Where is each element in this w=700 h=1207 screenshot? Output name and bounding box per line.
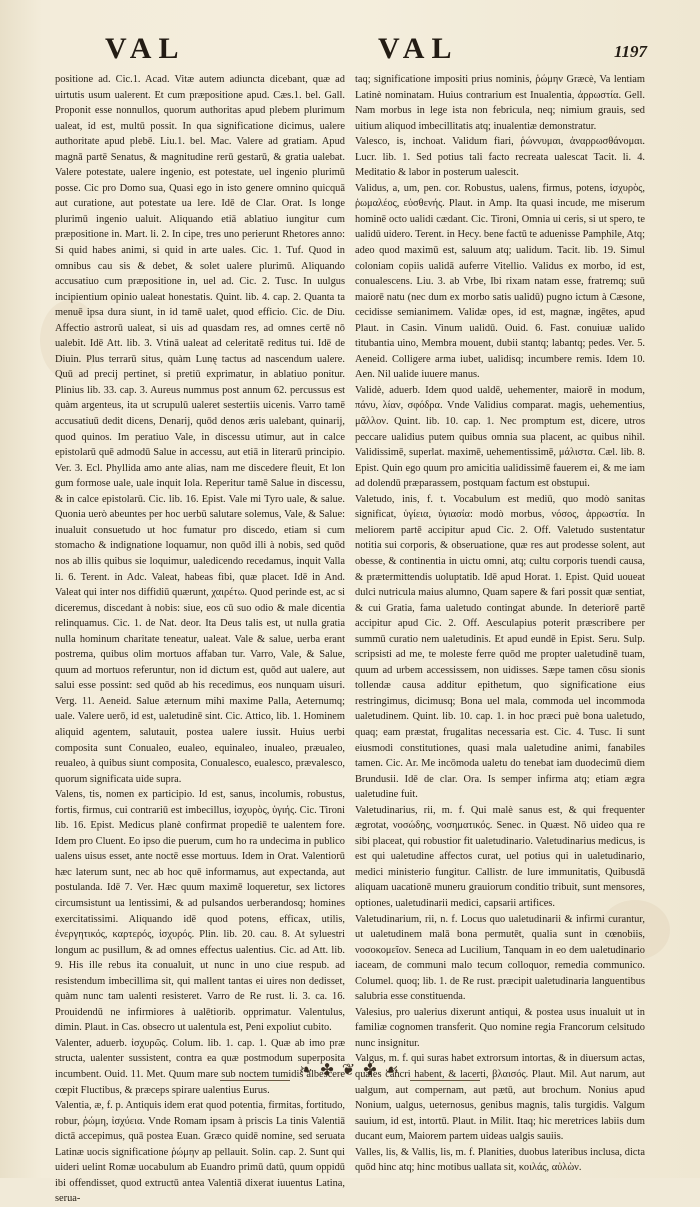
- entry-paragraph: Validè, aduerb. Idem quod ualdē, uehementer, maiorē in modum, πάνυ, λίαν, σφόδρα. Vnde Validius comparat. magis, uehementius, μᾶλλον. Quint. lib. 10. cap. 1. Nec promptum est, dicere, utros peccare ualidius putem quibus omnia sua placent, ac quibus nihil. Validissimē, superlat. maximē, uehementissimē, μάλιστα. Cæl. lib. 8. Epist. Quin ego quum pro amicitia ualidissimē fauerem ei, & me iam ad dolendū præparassem, postquam factum est obstupui.: [355, 384, 645, 490]
- ornament-glyphs: ❧ ✤ ❦ ✤ ☙: [299, 1062, 401, 1079]
- tailpiece-ornament: [220, 1060, 480, 1100]
- entry-paragraph: Valentia, æ, f. p. Antiquis idem erat quod potentia, firmitas, fortitudo, robur, ῥώμη, ἰσχύεια. Vnde Romam ipsam à priscis La tinis Valentiā dictā accepimus, quā postea Euan. Græco quidē nomine, sed seruata Latinæ uocis significatione ῥώμην ap pellauit. Solin. cap. 2. Sunt qui uideri uelint Romæ uocabulum ab Euandro primū datū, quum oppidū ibi offendisset, quod extructū antea Valentiā dixerat iuuentus Latina, serua-: [55, 1100, 345, 1205]
- entry-paragraph: positione ad. Cic.1. Acad. Vitæ autem adiuncta dicebant, quæ ad uirtutis usum ualerent. Et cum præpositione apud. Cæs.1. bel. Gall. Proponit esse nonnullos, quorum authoritas apud plebem plurimum ualeat, id est, multū possit. In qua significatione dicimus, ualere authoritate apud plebē. Liu.1. bel. Mac. Valere ad gratiam. Apud magnā partē Senatus, & magnitudine rerū gestarū, & gratia ualebat. Valere potestate, ualere ingenio, est potestate, uel ingenio plurimū posse. Cic pro Domo sua, Quasi ego in isto genere omnino quicquā aut curatione, aut potestate ua lere. Idē de Clar. Orat. Is longe plurimū ingenio ualuit. Aliquando etiā ablatiuo iungitur cum præpositione in. Mart. li. 2. In cipe, tres uno perierunt Rhetores anno: Si quid habes animi, si quid in arte uales. Cic. 1. Tuf. Quod in omnibus cau sis & debet, & solet ualere plurimū. Aliquando accusatiuo cum præpositione in, uel ad. Cic. 2. Tusc. In uulgus incipientium opinio ualeat honestatis. Quint. lib. 4. cap. 2. Quanta ta menuē ipsa dura siunt, in id tamē ualet, quod efficio. Cic. de Diu. Affectio astrorū ualeat, si uis ad quasdam res, ad omnes certē nō ualebit. Idē Att. lib. 3. Vtinā ualeat ad celeritatē reditus tui. Idē de Diuin. Plus terrarū situs, quàm Lunę tactus ad nascendum ualere. Quū ad precij pertinet, si pretiū exprimatur, in ablatiuo ponitur. Plinius lib. 33. cap. 3. Aureus nummus post annum 62. percussus est quàm argenteus, ita ut scrupulū ualeret sestertiis uicenis. Varro tamē accusatiuū dedit dicens, Denarij, quōd denos æris ualebant, quinarij, quod quinos. Im peratiuo Vale, in discessu utimur, aut in calce epistolarū quē admodū Salue in accessu, aut etiā in literarū principio. Ver. 3. Ecl. Phyllida amo ante alias, nam me discedere fleuit, Et lon gum formose uale, uale inquit Iola. Reperitur tamē Salue in discessu, & in calce epistolarū. Cic. lib. 16. Epist. Vale mi Tyro uale, & salue. Quonia uerò abeuntes per hoc uerbū salutare solemus, Vale, & Salue: inualuit consuetudo ut hoc fumatur pro discedo, etiam si cum stomacho & indignatione loquamur, non quōd illi à nobis, sed quōd nos ab illis quibus sie loquimur, ualedicendo recedamus, inquit Valla li. 6. Terent. in Adc. Valeat, habeas fibi, quæ placet. Idē in And. Valeat qui inter nos diffidiū quærunt, χαιρέτω. Quod perinde est, ac si diceremus, discedant à nobis: siue, eos cū suo odio & male dicentia relinquamus. Cic. 1. de Nat. deor. Ita Deus talis est, ut nulla gratia nulla hominum charitate teneatur, ualeat. Vale & salue, uerba erant postrema, quibus olim mortuos affaban tur. Varro, Vale, & Salue, quum ad mortuos referuntur, non id dictum est, quōd aut ualere, aut salui esse possint: sed quōd ab his recedimus, eos nunquam uisuri. Verg. 11. Aeneid. Salue æternum mihi maxime Palla, Aeternumq; uale. Valere uerō, id est, ualetudinē sint. Cic. Attico, lib. 1. Hominem aliquid agentem, salutauit, postea ualere iussit. Huius uerbi composita sunt Conualeo, eualeo, equinaleo, inualeo, præualeo, reualeo, à quibus siunt composita, Conualesco, eualesco, prævalesco, quorum significata uide supra.: [55, 74, 345, 785]
- entry-paragraph: Valles, lis, & Vallis, lis, m. f. Planities, duobus lateribus inclusa, dicta quōd hinc atq; hinc motibus uallata sit, κοιλάς, αὐλὼν.: [355, 1146, 645, 1174]
- entry-paragraph: Valetudo, inis, f. t. Vocabulum est mediū, quo modò sanitas significat, ὑγίεια, ὑγιασία: modò morbus, νόσος, ἀρρωστία. In meliorem partē accipitur apud Cic. 2. Off. Valetudo sustentatur notitia sui corporis, & obseruatione, quæ res aut prodesse solent, aut obesse, & continentia in uictu omni, atq; cultu corporis tuendi causa, & prætermittendis uoluptatib. Idē apud Horat. 1. Epist. Quid uoueat dulci nutricula maius alumno, Quam sapere & fari possit quæ sentiat, & cui Gratia, fama ualetudo contingat abunde. In deteriorē partē accipitur apud Cic. 2. Off. Aesculapius poterit præscribere per summū curatio nem ualetudinis. Et apud eundē in Epist. Seru. Sulp. scripsisti ad me, te moleste ferre quōd me propter ualetudinē tuam, quum ad urbem accessissem, non uidisses. Sæpe tamen cōsu sionis tollendæ causa additur epithetum, quo significatione eius restringimus, dicimusq; Bona uel mala, commoda uel incommoda ualetudinem. Quint. lib. 10. cap. 1. in hoc præci puè bona ualetudo, quaq; eam præstat, frugalitas necessaria est. Cic. 4. Tusc. Ii sunt eiusmodi constitutiones, quasi mala ualetudine animi, fanabiles tamen. Cic. Ar. Me incōmoda ualetu do tenebat iam duodecimū diem Brundusii. Idē de clar. Ora. Is semper infirma atq; etiam ægra ualetudine fuit.: [355, 493, 645, 801]
- entry-paragraph: Valens, tis, nomen ex participio. Id est, sanus, incolumis, robustus, fortis, firmus, cui contrariū est imbecillus, ἰσχυρὸς, ὑγιής. Cic. Tironi lib. 16. Epist. Medicus planè confirmat propediē te ualentem fore. Idem pro Cluent. Eo ipso die puerum, cum ho ra undecima in publico ualens uisus esset, ante noctē esse mortuus. Idem in Orat. Valentiorū hæc laterum sunt, nec ab hoc quē informamus, aut expectanda, aut postulanda. Idē 7. Ver. Hæc quum maximē loqueretur, sex lictores circumsistunt ua lentissimi, & ad pulsandos uerberandosq; homines exercitatissimi. Aliquando idē quod potens, efficax, utilis, ἐνεργητικός, καρτερός, ἰσχυρός. Plin. lib. 20. cau. 8. At syluestri longum ac pusillum, & ad omnes effectus ualentius. Cic. ad Att. lib. 9. His ille rebus ita conualuit, ut nunc in uno ciue respub. ad resistendum imbecillima sit, qui mallent tantas ei uires non dedisset, quàm nunc tam ualenti resisteret. Varro de Re rust. li. 3. ca. 16. Prouidendū ne infirmiores à ualētiorib. opprimatur. Valentulus, dimin. Plaut. in Cas. obsecro ut ualentula est, Peni expoliut cubito.: [55, 789, 345, 1034]
- right-column: [355, 72, 645, 1174]
- entry-paragraph: Valenter, aduerb. ἰσχυρῶς. Colum. lib. 1. cap. 1. Quæ ab imo præ structa, ualenter sussistent, contra ea quæ postmodum superposita incumbent. Ouid. 11. Met. Quum mare sub noctem tumidis albescere cœpit Fluctibus, & præceps spirare ualentius Eurus.: [55, 1037, 345, 1096]
- header-left-word: VAL: [105, 32, 186, 65]
- entry-paragraph: Valgus, m. f. qui suras habet extrorsum intortas, & in diuersum actas, quales cancri habent, & lacerti, βλαισός. Plaut. Mil. Aut narum, aut ualgum, aut compernam, aut pætū, aut brochum. Nonius apud Nonium, ualgus, ueternosus, genibus magnis, talis turgidis. Valgum sauium, id est, intortū. Plaut. in Milit. Itaq; hic meretrices labiis dum ducant eum, Maiorem partem uideas ualgis sauiis.: [355, 1053, 645, 1143]
- running-header: [0, 32, 700, 72]
- entry-paragraph: Valesius, pro ualerius dixerunt antiqui, & postea usus inualuit ut in familiæ cognomen transferit. Quo nomine regia Francorum celsitudo nunc insignitur.: [355, 1006, 645, 1049]
- header-right-word: VAL: [378, 32, 459, 65]
- entry-paragraph: Valetudinarium, rii, n. f. Locus quo ualetudinarii & infirmi curantur, ut ualetudinem malā bona permutēt, qualia sunt in cœnobiis, νοσοκομεῖον. Seneca ad Lucilium, Tanquam in eo dem ualetudinario iaceam, de communi malo tecum colloquor, remedia communico. Columel. quoq; lib. 1. de Re rust. præcipit ualetudinaria languentibus salubria esse constituenda.: [355, 913, 645, 1003]
- entry-paragraph: Valetudinarius, rii, m. f. Qui malè sanus est, & qui frequenter ægrotat, νοσώδης, νοσηματικός. Senec. in Quæst. Nō uideo qua re sibi placeat, qui robustior fit ualetudinario. Valetudinarius medicus, is est qui ualetudine affectos curat, uel potius qui in ualetudinario, medici ministerio fungitur. Callistr. de lure immunitatis, Quibusdā aliquam uacationē muneru grauiorum conditio tribuit, sunt mensores, optiones, ualetudinarii medici, capsarii artifices.: [355, 804, 645, 909]
- page-number: 1197: [614, 42, 648, 61]
- entry-paragraph: taq; significatione impositi prius nominis, ῥώμην Græcè, Va lentiam Latinè nominatam. Huius contrarium est Inualentia, ἀρρωστία. Gell. Nam morbus in lege ista non febricula, neq; nimium grauis, sed uitium aliquod imbecillitatis atq; inualentiæ demonstratur.: [355, 74, 645, 132]
- entry-paragraph: Validus, a, um, pen. cor. Robustus, ualens, firmus, potens, ἰσχυρὸς, ῥωμαλέος, εὐσθενής. Plaut. in Amp. Ita quasi incude, me miserum hominē octo ualidi cædant. Cic. Tironi, Omnia ui ceris, si ut spero, te ualidū uidero. Terent. in Hecy. bene factū te aduenisse Pamphile, Atq; adeo quod maximū est, saluum atq; ualidum. Tacit. lib. 19. Simul coloniam copiis ualidā auferre Vitellio. Validus ex morbo, id est, conualescens. Liu. 3. ab Vrbe, Ibi rixam natam esse, fratremq; suū maiorē natu (nec dum ex morbo satis ualidū) pugno ictum à Cæsone, cecidisse semianimem. Validæ opes, id est, magnæ, ingētes, apud Plaut. in Casin. Vinum ualidū. Ouid. 6. Fast. conuiuæ ualido titubantia uino, Membra mouent, dubii stantq; labantq; pedes. Ver. 5. Aeneid. Colligere arma iubet, ualidisq; incumbere remis. Idem 10. Aen. Nil ualide iuuere manus.: [355, 182, 645, 381]
- left-column: [55, 72, 345, 1205]
- ornament-rule: [410, 1080, 480, 1081]
- ornament-rule: [220, 1080, 290, 1081]
- entry-paragraph: Valesco, is, inchoat. Validum fiari, ῥώννυμαι, ἀναρρωσθάνομαι. Lucr. lib. 1. Sed potius tali facto recreata ualescat Tacit. li. 4. Meditatio & labor in posterum ualescit.: [355, 136, 645, 179]
